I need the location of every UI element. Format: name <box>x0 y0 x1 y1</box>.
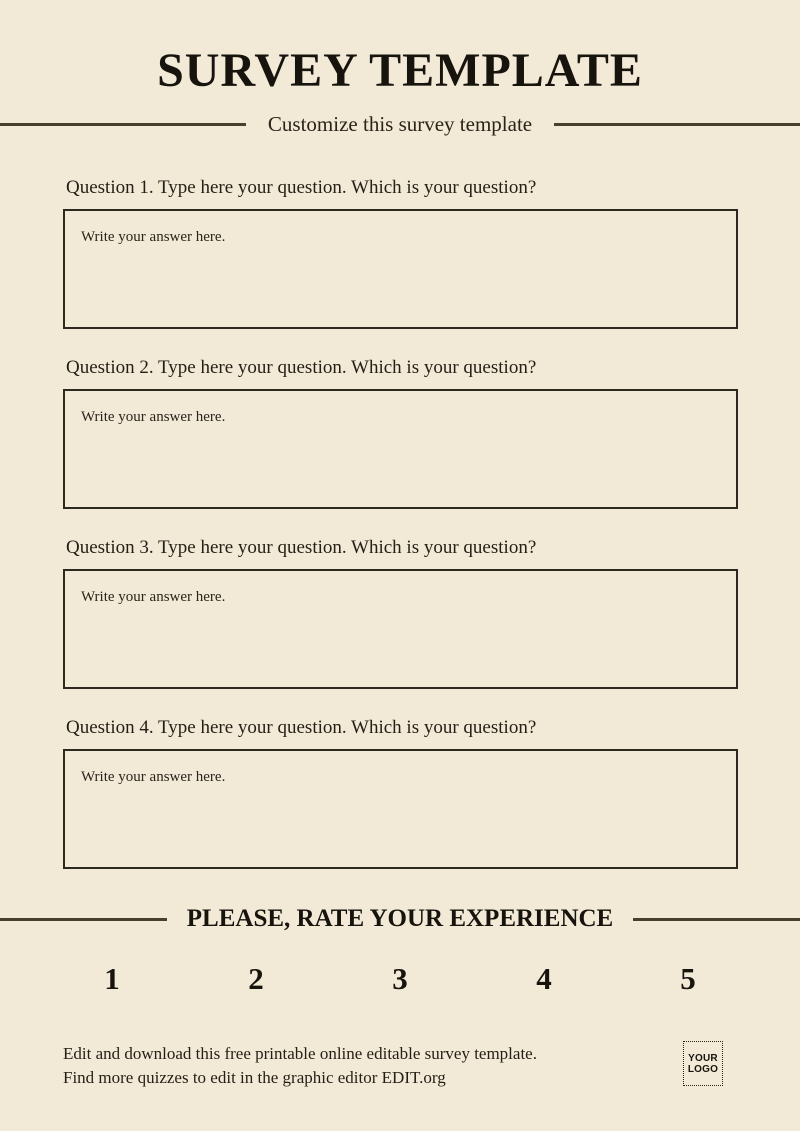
rating-line-right <box>633 918 800 921</box>
rating-option-2[interactable]: 2 <box>248 961 264 996</box>
question-block-2 <box>63 355 738 509</box>
question-label-1: Question 1. Type here your question. Which is your question? <box>66 177 537 198</box>
answer-input-3[interactable] <box>63 569 738 689</box>
rating-heading-divider <box>0 905 800 933</box>
rating-option-4[interactable]: 4 <box>536 961 552 996</box>
answer-input-4[interactable] <box>63 749 738 869</box>
answer-input-2[interactable] <box>63 389 738 509</box>
subtitle-divider <box>0 112 800 137</box>
answer-placeholder-3: Write your answer here. <box>81 589 226 605</box>
footer-line-2: Find more quizzes to edit in the graphic editor EDIT.org <box>63 1068 446 1087</box>
question-block-4 <box>63 715 738 869</box>
logo-text-line-1: YOUR <box>688 1052 718 1064</box>
rating-line-left <box>0 918 167 921</box>
page-title: SURVEY TEMPLATE <box>157 44 643 97</box>
question-block-1 <box>63 175 738 329</box>
rating-heading: PLEASE, RATE YOUR EXPERIENCE <box>186 905 614 932</box>
answer-placeholder-1: Write your answer here. <box>81 229 226 245</box>
rating-option-3[interactable]: 3 <box>392 961 408 996</box>
logo-text-line-2: LOGO <box>687 1063 719 1075</box>
logo-placeholder[interactable] <box>683 1041 723 1086</box>
divider-line-left <box>0 123 246 126</box>
question-block-3 <box>63 535 738 689</box>
question-label-3: Question 3. Type here your question. Which is your question? <box>66 537 537 558</box>
rating-option-1[interactable]: 1 <box>104 961 120 996</box>
answer-input-1[interactable] <box>63 209 738 329</box>
rating-option-5[interactable]: 5 <box>680 961 696 996</box>
question-label-2: Question 2. Type here your question. Which is your question? <box>66 357 537 378</box>
page-subtitle: Customize this survey template <box>267 112 533 136</box>
divider-line-right <box>554 123 800 126</box>
answer-placeholder-4: Write your answer here. <box>81 769 226 785</box>
rating-scale <box>0 961 800 997</box>
questions-section <box>63 175 738 869</box>
footer-text <box>63 1042 537 1090</box>
footer-line-1: Edit and download this free printable online editable survey template. <box>63 1044 537 1063</box>
answer-placeholder-2: Write your answer here. <box>81 409 226 425</box>
question-label-4: Question 4. Type here your question. Which is your question? <box>66 717 537 738</box>
